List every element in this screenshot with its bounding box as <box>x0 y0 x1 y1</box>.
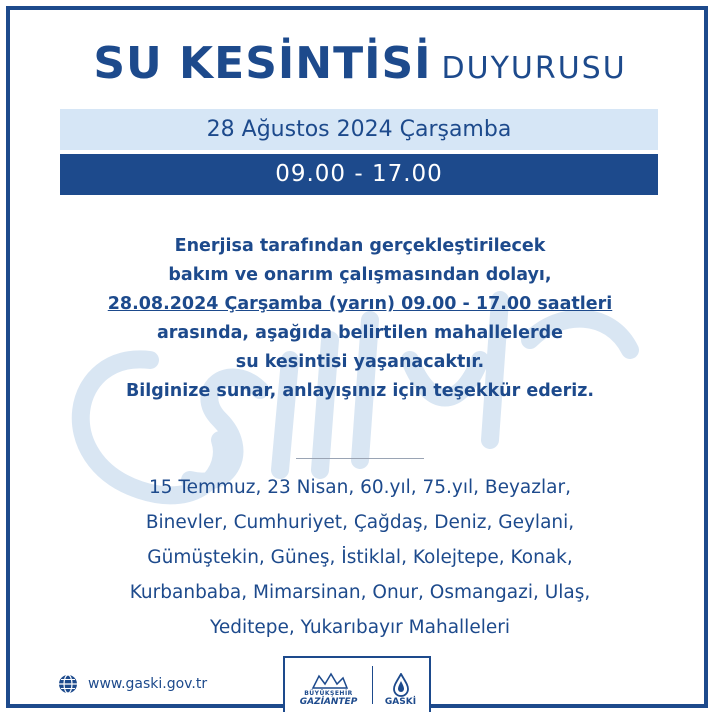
gaziantep-logo <box>292 663 366 707</box>
message-line: su kesintisi yaşanacaktır. <box>235 352 485 372</box>
message-line-underlined: 28.08.2024 Çarşamba (yarın) 09.00 - 17.00 saatleri <box>107 294 613 314</box>
globe-icon <box>58 674 78 694</box>
website-url[interactable]: www.gaski.gov.tr <box>88 676 208 692</box>
gaski-name-text: GASKİ <box>384 697 417 707</box>
logo-separator <box>372 666 373 704</box>
logo-top-text: BÜYÜKŞEHİR <box>304 690 353 697</box>
message-line: Bilginize sunar, anlayışınız için teşekkür ederiz. <box>125 381 595 401</box>
area-line: Kurbanbaba, Mimarsinan, Onur, Osmangazi, Ulaş, <box>129 582 591 603</box>
area-line: Yeditepe, Yukarıbayır Mahalleleri <box>210 617 510 638</box>
section-divider <box>296 458 424 459</box>
footer-website[interactable] <box>58 674 207 694</box>
area-line: 15 Temmuz, 23 Nisan, 60.yıl, 75.yıl, Beyazlar, <box>149 477 571 498</box>
message-line: arasında, aşağıda belirtilen mahallelerde <box>156 323 564 343</box>
time-band: 09.00 - 17.00 <box>60 154 658 195</box>
date-band: 28 Ağustos 2024 Çarşamba <box>60 109 658 150</box>
page-title <box>0 38 720 89</box>
notice-message <box>40 232 680 406</box>
title-main: SU KESİNTİSİ <box>93 38 432 89</box>
title-sub: DUYURUSU <box>441 51 627 86</box>
message-line: Enerjisa tarafından gerçekleştirilecek <box>174 236 546 256</box>
gaziantep-emblem-icon <box>309 670 349 690</box>
area-line: Binevler, Cumhuriyet, Çağdaş, Deniz, Geylani, <box>145 512 575 533</box>
message-line: bakım ve onarım çalışmasından dolayı, <box>168 265 552 285</box>
gaski-logo <box>379 663 423 707</box>
area-line: Gümüştekin, Güneş, İstiklal, Kolejtepe, Konak, <box>147 547 573 568</box>
affected-areas <box>40 470 680 645</box>
logo-name-text: GAZİANTEP <box>299 697 358 707</box>
water-drop-icon <box>391 673 411 697</box>
logo-box <box>283 656 431 712</box>
